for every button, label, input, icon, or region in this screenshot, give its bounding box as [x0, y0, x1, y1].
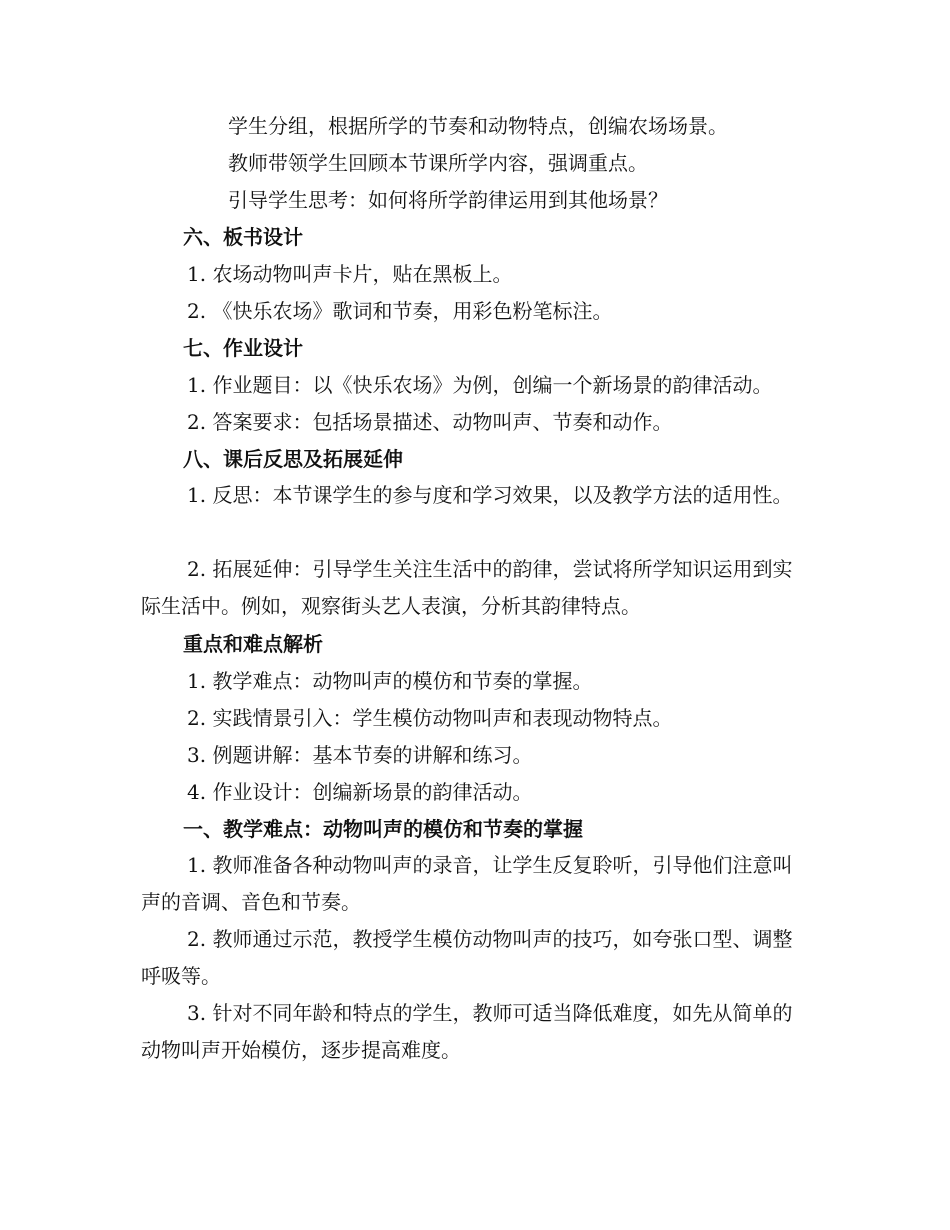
list-item: 2. 《快乐农场》歌词和节奏，用彩色粉笔标注。	[187, 299, 613, 323]
list-item: 2. 答案要求：包括场景描述、动物叫声、节奏和动作。	[187, 410, 673, 434]
intro-line: 学生分组，根据所学的节奏和动物特点，创编农场场景。	[228, 114, 728, 138]
section-heading: 七、作业设计	[183, 336, 303, 360]
list-item: 3. 例题讲解：基本节奏的讲解和练习。	[187, 743, 533, 767]
paragraph: 1. 教师准备各种动物叫声的录音，让学生反复聆听，引导他们注意叫声的音调、音色和节奏。	[141, 853, 793, 914]
section-heading: 重点和难点解析	[183, 632, 323, 656]
section-heading: 六、板书设计	[183, 225, 303, 249]
list-item: 1. 教学难点：动物叫声的模仿和节奏的掌握。	[187, 669, 593, 693]
paragraph: 2. 教师通过示范，教授学生模仿动物叫声的技巧，如夸张口型、调整呼吸等。	[141, 927, 793, 988]
intro-line: 教师带领学生回顾本节课所学内容，强调重点。	[228, 151, 648, 175]
list-item: 2. 实践情景引入：学生模仿动物叫声和表现动物特点。	[187, 706, 673, 730]
list-item: 1. 作业题目：以《快乐农场》为例，创编一个新场景的韵律活动。	[187, 373, 773, 397]
list-item: 1. 农场动物叫声卡片，贴在黑板上。	[187, 262, 513, 286]
section-heading: 八、课后反思及拓展延伸	[183, 447, 403, 471]
intro-line: 引导学生思考：如何将所学韵律运用到其他场景？	[228, 188, 668, 212]
list-item: 4. 作业设计：创编新场景的韵律活动。	[187, 780, 533, 804]
paragraph: 1. 反思：本节课学生的参与度和学习效果，以及教学方法的适用性。	[187, 483, 793, 507]
section-heading: 一、教学难点：动物叫声的模仿和节奏的掌握	[183, 817, 583, 841]
paragraph: 2. 拓展延伸：引导学生关注生活中的韵律，尝试将所学知识运用到实际生活中。例如，观察街头艺人表演，分析其韵律特点。	[141, 557, 793, 618]
paragraph: 3. 针对不同年龄和特点的学生，教师可适当降低难度，如先从简单的动物叫声开始模仿，逐步提高难度。	[141, 1001, 793, 1062]
